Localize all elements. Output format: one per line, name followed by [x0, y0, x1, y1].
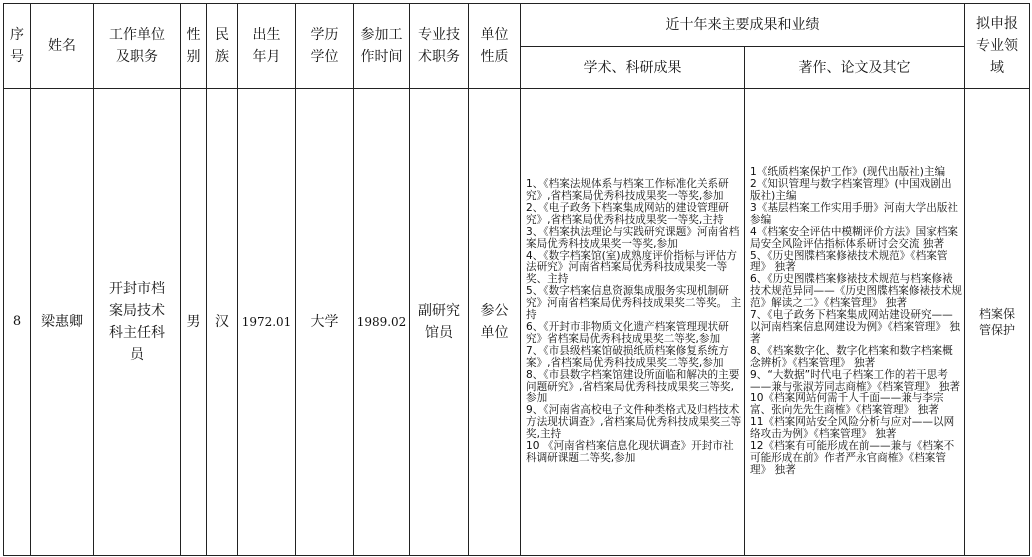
- header-unit-type: [469, 4, 521, 89]
- header-birth: [238, 4, 296, 89]
- header-research: 学术、科研成果: [521, 47, 745, 89]
- cell-gender: 男: [181, 89, 207, 556]
- list-item: 5、《历史图牒档案修裱技术规范》《档案管理》 独著: [750, 249, 948, 274]
- list-item: 6、《历史图牒档案修裱技术规范与档案修裱技术规范异同——《历史图牒档案修裱技术规范》解读之二》《档案管理》 独著: [750, 273, 962, 310]
- list-item: 2《知识管理与数字档案管理》(中国戏剧出版社)主编: [750, 178, 952, 203]
- cell-field-text: 档案保管保护: [978, 307, 1015, 337]
- list-item: 4《档案安全评估中模糊评价方法》国家档案局安全风险评估指标体系研讨会交流 独著: [750, 225, 959, 250]
- list-item: 12《档案有可能形成在前——兼与《档案不可能形成在前》作者严永官商榷》《档案管理》 独著: [750, 440, 955, 476]
- cell-name: 梁惠卿: [31, 89, 94, 556]
- cell-seq: 8: [4, 89, 31, 556]
- cell-title: [410, 89, 469, 556]
- list-item: 9、《河南省高校电子文件种类格式及归档技术方法现状调查》,省档案局优秀科技成果奖三等奖,主持: [526, 404, 742, 441]
- cell-unit-type-text: 参公单位: [480, 303, 509, 341]
- list-item: 10 《河南省档案信息化现状调查》开封市社科调研课题二等奖,参加: [526, 440, 734, 464]
- research-list: [521, 89, 745, 556]
- list-item: 1、《档案法规体系与档案工作标准化关系研究》,省档案局优秀科技成果奖一等奖,参加: [526, 178, 729, 203]
- list-item: 2、《电子政务下档案集成网站的建设管理研究》,省档案局优秀科技成果奖一等奖,主持: [526, 201, 729, 226]
- header-field: [965, 4, 1030, 89]
- personnel-table: [3, 3, 1030, 556]
- list-item: 6、《开封市非物质文化遗产档案管理现状研究》省档案局优秀科技成果奖二等奖,参加: [526, 321, 729, 345]
- cell-unit: [94, 89, 181, 556]
- header-ethnicity-text: 民族: [215, 27, 229, 65]
- header-name: 姓名: [31, 4, 94, 89]
- cell-unit-type: [469, 89, 521, 556]
- list-item: 3、《档案执法理论与实践研究课题》河南省档案局优秀科技成果奖一等奖,参加: [526, 225, 740, 250]
- list-item: 10《档案网站何需千人千面——兼与李宗富、张向先先生商榷》《档案管理》 独著: [750, 392, 944, 417]
- header-title-text: 专业技术职务: [418, 27, 460, 65]
- header-work-start-text: 参加工作时间: [360, 27, 403, 65]
- header-publications: 著作、论文及其它: [745, 47, 965, 89]
- cell-unit-text: 开封市档案局技术科主任科员: [109, 281, 165, 363]
- header-unit: [94, 4, 181, 89]
- list-item: 7、《市县级档案馆破损纸质档案修复系统方案》,省档案局优秀科技成果奖二等奖,参加: [526, 344, 729, 369]
- header-row-1: [4, 4, 1030, 47]
- header-unit-text: 工作单位及职务: [109, 27, 165, 65]
- publications-list: [745, 89, 965, 556]
- header-education: [296, 4, 354, 89]
- list-item: 5、《数字档案信息资源集成服务实现机制研究》河南省档案局优秀科技成果奖二等奖。 主持: [526, 285, 742, 322]
- header-ethnicity: [207, 4, 238, 89]
- cell-title-text: 副研究馆员: [418, 303, 460, 341]
- cell-ethnicity: 汉: [207, 89, 238, 556]
- cell-education: 大学: [296, 89, 354, 556]
- header-gender: [181, 4, 207, 89]
- list-item: 11《档案网站安全风险分析与应对——以网络攻击为例》《档案管理》 独著: [750, 416, 955, 441]
- list-item: 8、《档案数字化、数字化档案和数字档案概念辨析》《档案管理》 独著: [750, 344, 953, 369]
- list-item: 1《纸质档案保护工作》(现代出版社)主编: [750, 166, 946, 179]
- list-item: 3《基层档案工作实用手册》河南大学出版社 参编: [750, 201, 959, 226]
- list-item: 8、《市县数字档案馆建设所面临和解决的主要问题研究》,省档案局优秀科技成果奖三等奖,参加: [526, 368, 740, 405]
- list-item: 7、《电子政务下档案集成网站建设研究——以河南档案信息网建设为例》《档案管理》 独著: [750, 309, 960, 345]
- list-item: 4、《数字档案馆(室)成熟度评价指标与评估方法研究》河南省档案局优秀科技成果奖一等奖、主持: [526, 249, 737, 286]
- header-title: [410, 4, 469, 89]
- header-gender-text: 性别: [186, 27, 201, 65]
- header-seq-text: 序号: [10, 27, 24, 65]
- header-field-text: 拟申报专业领域: [976, 16, 1018, 76]
- cell-work-start: 1989.02: [354, 89, 410, 556]
- header-achievements: 近十年来主要成果和业绩: [521, 4, 965, 47]
- header-seq: [4, 4, 31, 89]
- table-row: [4, 89, 1030, 556]
- header-education-text: 学历学位: [310, 27, 339, 65]
- cell-field: [965, 89, 1030, 556]
- cell-birth: 1972.01: [238, 89, 296, 556]
- header-work-start: [354, 4, 410, 89]
- list-item: 9、“大数据”时代电子档案工作的若干思考——兼与张淑芳同志商榷》《档案管理》 独著: [750, 368, 960, 393]
- header-unit-type-text: 单位性质: [480, 27, 509, 65]
- header-birth-text: 出生年月: [252, 27, 281, 65]
